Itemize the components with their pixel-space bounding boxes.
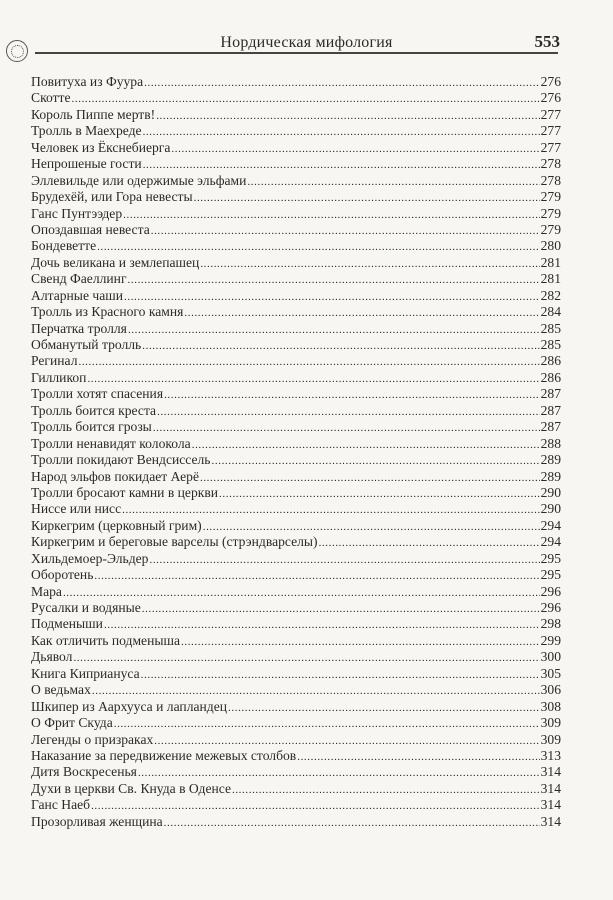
toc-entry-title: Дочь великана и землепашец [31, 254, 200, 270]
table-of-contents [31, 74, 561, 830]
toc-entry-title: Ганс Наеб [31, 797, 91, 813]
toc-entry [31, 814, 561, 830]
toc-entry-title: Тролль боится креста [31, 402, 157, 418]
toc-entry-page: 278 [540, 172, 561, 188]
toc-entry-title: Опоздавшая невеста [31, 221, 150, 237]
dot-leader [157, 403, 540, 419]
toc-entry-page: 281 [540, 254, 561, 270]
toc-entry-title: Брудехёй, или Гора невесты [31, 189, 193, 205]
dot-leader [92, 682, 540, 698]
toc-entry [31, 123, 561, 139]
toc-entry [31, 797, 561, 813]
toc-entry-title: Народ эльфов покидает Аерё [31, 468, 199, 484]
toc-entry-page: 305 [540, 665, 561, 681]
toc-entry-page: 287 [540, 386, 561, 402]
toc-entry [31, 156, 561, 172]
toc-entry-page: 276 [540, 90, 561, 106]
dot-leader [144, 74, 539, 90]
toc-entry-title: Ганс Пунтээдер [31, 205, 123, 221]
toc-entry-page: 309 [540, 715, 561, 731]
dot-leader [232, 781, 540, 797]
dot-leader [138, 764, 540, 780]
dot-leader [297, 748, 539, 764]
toc-entry [31, 501, 561, 517]
toc-entry [31, 764, 561, 780]
toc-entry-page: 285 [540, 337, 561, 352]
toc-entry [31, 452, 561, 468]
toc-entry-title: Дьявол [31, 649, 73, 665]
toc-entry-page: 296 [540, 583, 561, 599]
toc-entry-title: О Фрит Скуда [31, 715, 113, 731]
toc-entry-page: 309 [540, 731, 561, 747]
toc-entry [31, 206, 561, 222]
toc-entry-page: 308 [540, 698, 561, 714]
toc-entry [31, 567, 561, 583]
toc-entry-page: 277 [540, 123, 561, 139]
toc-entry-title: Тролли хотят спасения [31, 386, 164, 402]
toc-entry [31, 173, 561, 189]
toc-entry-page: 289 [540, 452, 561, 468]
toc-entry-title: Обманутый тролль [31, 337, 142, 352]
toc-entry-title: Наказание за передвижение межевых столбов [31, 747, 297, 763]
toc-entry-page: 277 [540, 139, 561, 155]
toc-entry-page: 289 [540, 468, 561, 484]
dot-leader [142, 600, 540, 616]
toc-entry [31, 140, 561, 156]
dot-leader [143, 156, 540, 172]
toc-entry-title: Как отличить подменыша [31, 632, 180, 648]
toc-entry [31, 715, 561, 731]
toc-entry-title: Гилликоп [31, 369, 87, 385]
toc-entry-title: Русалки и водяные [31, 600, 141, 615]
dot-leader [114, 715, 540, 731]
toc-entry-page: 294 [540, 534, 561, 550]
toc-entry-page: 314 [540, 813, 561, 829]
toc-entry [31, 534, 561, 550]
toc-entry-page: 285 [540, 320, 561, 336]
dot-leader [124, 288, 540, 304]
toc-entry-title: Дитя Воскресенья [31, 764, 137, 780]
dot-leader [164, 814, 540, 830]
toc-entry-title: Подменыши [31, 616, 103, 632]
toc-entry [31, 732, 561, 748]
toc-entry-title: Скотте [31, 90, 71, 106]
dot-leader [203, 518, 540, 534]
toc-entry [31, 370, 561, 386]
toc-entry-title: Тролли ненавидят колокола [31, 435, 191, 451]
toc-entry-title: Прозорливая женщина [31, 813, 163, 829]
toc-entry [31, 485, 561, 501]
dot-leader [200, 255, 539, 271]
toc-entry-title: Повитуха из Фуура [31, 74, 144, 89]
toc-entry [31, 600, 561, 616]
dot-leader [63, 584, 540, 600]
toc-entry-page: 286 [540, 353, 561, 369]
toc-entry-page: 295 [540, 550, 561, 566]
toc-entry-title: Король Пиппе мертв! [31, 106, 156, 122]
toc-entry-page: 298 [540, 616, 561, 632]
toc-entry-page: 288 [540, 435, 561, 451]
toc-entry [31, 699, 561, 715]
dot-leader [78, 353, 539, 369]
dot-leader [128, 321, 540, 337]
dot-leader [156, 107, 539, 123]
toc-entry-title: Алтарные чаши [31, 287, 123, 303]
toc-entry-title: Легенды о призраках [31, 731, 154, 747]
toc-entry [31, 649, 561, 665]
toc-entry [31, 321, 561, 337]
toc-entry-page: 279 [540, 221, 561, 237]
toc-entry-page: 300 [540, 649, 561, 665]
dot-leader [143, 123, 540, 139]
dot-leader [97, 238, 539, 254]
toc-entry-page: 313 [540, 747, 561, 763]
toc-entry [31, 419, 561, 435]
dot-leader [87, 370, 539, 386]
toc-entry-page: 306 [540, 682, 561, 698]
toc-entry-page: 294 [540, 517, 561, 533]
toc-entry [31, 337, 561, 353]
dot-leader [142, 337, 539, 353]
toc-entry-title: Тролль из Красного камня [31, 304, 184, 320]
toc-entry-title: Мара [31, 583, 62, 599]
toc-entry [31, 469, 561, 485]
dot-leader [192, 436, 540, 452]
dot-leader [128, 271, 540, 287]
dot-leader [154, 732, 539, 748]
toc-entry-title: Хильдемоер-Эльдер [31, 550, 149, 566]
toc-entry-page: 287 [540, 402, 561, 418]
toc-entry-title: Шкипер из Аархууса и лапландец [31, 698, 228, 714]
toc-entry-page: 290 [540, 501, 561, 517]
toc-entry-title: Свенд Фаеллинг [31, 271, 127, 287]
dot-leader [141, 666, 540, 682]
toc-entry [31, 304, 561, 320]
toc-entry [31, 90, 561, 106]
toc-entry-page: 281 [540, 271, 561, 287]
toc-entry-page: 314 [540, 797, 561, 813]
toc-entry [31, 436, 561, 452]
dot-leader [164, 386, 540, 402]
toc-entry [31, 551, 561, 567]
toc-entry-title: Перчатка тролля [31, 320, 127, 336]
dot-leader [123, 206, 539, 222]
toc-entry-title: Киркегрим и береговые варселы (стрэндварселы) [31, 534, 318, 550]
toc-entry-title: Тролли покидают Вендсиссель [31, 452, 211, 468]
toc-entry-title: Тролль боится грозы [31, 419, 152, 435]
toc-entry [31, 271, 561, 287]
dot-leader [122, 501, 540, 517]
toc-entry-page: 277 [540, 106, 561, 122]
dot-leader [181, 633, 540, 649]
toc-entry [31, 682, 561, 698]
toc-entry [31, 353, 561, 369]
toc-entry-title: Тролли бросают камни в церкви [31, 484, 219, 500]
dot-leader [194, 189, 540, 205]
toc-entry [31, 189, 561, 205]
toc-entry-page: 287 [540, 419, 561, 435]
dot-leader [219, 485, 540, 501]
toc-entry [31, 255, 561, 271]
toc-entry-page: 290 [540, 484, 561, 500]
toc-entry [31, 518, 561, 534]
toc-entry-page: 314 [540, 780, 561, 796]
page-number: 553 [534, 32, 560, 51]
dot-leader [228, 699, 540, 715]
toc-entry-page: 279 [540, 205, 561, 221]
toc-entry [31, 222, 561, 238]
toc-entry-title: Человек из Ёкснебиерга [31, 139, 171, 155]
toc-entry [31, 584, 561, 600]
toc-entry-page: 276 [540, 74, 561, 89]
toc-entry [31, 748, 561, 764]
toc-entry-title: Эллевильде или одержимые эльфами [31, 172, 247, 188]
toc-entry [31, 386, 561, 402]
dot-leader [212, 452, 540, 468]
toc-entry-page: 280 [540, 238, 561, 254]
toc-entry-page: 279 [540, 189, 561, 205]
toc-entry [31, 238, 561, 254]
toc-entry-page: 299 [540, 632, 561, 648]
toc-entry [31, 633, 561, 649]
toc-entry [31, 616, 561, 632]
toc-entry-title: Духи в церкви Св. Кнуда в Оденсе [31, 780, 231, 796]
toc-entry-title: Бондеветте [31, 238, 97, 254]
toc-entry-page: 296 [540, 600, 561, 615]
toc-entry [31, 781, 561, 797]
toc-entry [31, 107, 561, 123]
toc-entry-page: 278 [540, 156, 561, 172]
toc-entry-page: 286 [540, 369, 561, 385]
dot-leader [94, 567, 539, 583]
dot-leader [184, 304, 539, 320]
dot-leader [104, 616, 540, 632]
toc-entry-title: Непрошеные гости [31, 156, 142, 172]
toc-entry-title: Киркегрим (церковный грим) [31, 517, 202, 533]
toc-entry-title: Регинал [31, 353, 78, 369]
dot-leader [200, 469, 540, 485]
toc-entry [31, 74, 561, 90]
toc-entry-title: Ниссе или нисс [31, 501, 122, 517]
dot-leader [151, 222, 540, 238]
dot-leader [153, 419, 540, 435]
dot-leader [319, 534, 540, 550]
toc-entry-page: 284 [540, 304, 561, 320]
toc-entry [31, 288, 561, 304]
header-rule [35, 52, 558, 54]
dot-leader [73, 649, 539, 665]
dot-leader [171, 140, 539, 156]
toc-entry-title: Оборотень [31, 567, 94, 583]
dot-leader [247, 173, 539, 189]
toc-entry-title: О ведьмах [31, 682, 91, 698]
toc-entry-title: Тролль в Маехреде [31, 123, 142, 139]
running-header-title: Нордическая мифология [220, 34, 393, 51]
toc-entry-title: Книга Киприануса [31, 665, 140, 681]
toc-entry-page: 295 [540, 567, 561, 583]
toc-entry-page: 282 [540, 287, 561, 303]
toc-entry [31, 403, 561, 419]
toc-entry [31, 666, 561, 682]
dot-leader [149, 551, 539, 567]
dot-leader [72, 90, 540, 106]
dot-leader [91, 797, 540, 813]
toc-entry-page: 314 [540, 764, 561, 780]
